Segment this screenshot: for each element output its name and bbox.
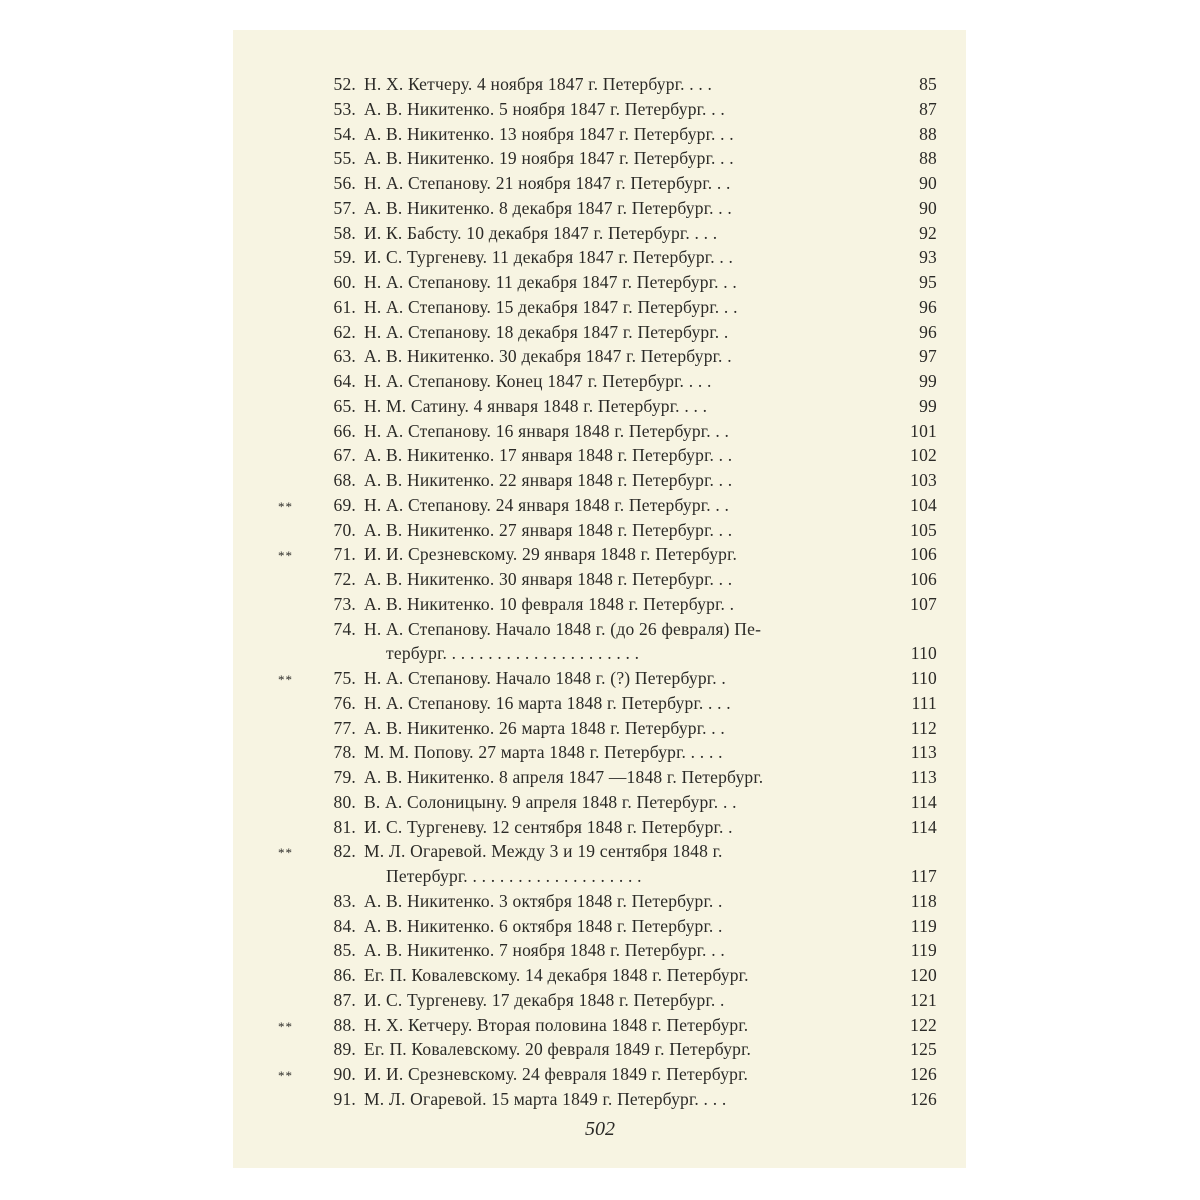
double-asterisk-marker: ** [278, 498, 293, 514]
entry-page-number: 114 [910, 791, 937, 812]
index-entry [278, 122, 943, 147]
entry-number: 69. [333, 494, 356, 515]
index-entry [278, 270, 943, 295]
entry-number: 70. [333, 519, 356, 540]
entry-title: Н. А. Степанову. 24 января 1848 г. Петербург. . . [364, 494, 730, 515]
index-entry [278, 344, 943, 369]
entry-title: А. В. Никитенко. 7 ноября 1848 г. Петербург. . . [364, 940, 725, 961]
entry-page-number: 106 [910, 544, 937, 565]
entry-number: 87. [333, 989, 356, 1010]
entry-title: тербург. . . . . . . . . . . . . . . . . . . . . . [386, 643, 640, 664]
entry-page-number: 119 [910, 940, 937, 961]
index-entry [278, 1087, 943, 1112]
entry-title: А. В. Никитенко. 6 октября 1848 г. Петербург. . [364, 915, 723, 936]
entry-number: 53. [333, 98, 356, 119]
entry-number: 64. [333, 371, 356, 391]
entry-page-number: 113 [910, 742, 937, 763]
index-entry [278, 1062, 943, 1087]
entry-title: А. В. Никитенко. 10 февраля 1848 г. Петербург. . [364, 593, 735, 614]
index-entry [278, 245, 943, 270]
entry-title: Н. А. Степанову. 11 декабря 1847 г. Петербург. . . [364, 272, 737, 292]
entry-page-number: 110 [910, 643, 937, 664]
entry-page-number: 101 [910, 420, 937, 441]
entry-number: 89. [333, 1039, 356, 1060]
entry-title: А. В. Никитенко. 27 января 1848 г. Петербург. . . [364, 519, 733, 540]
entry-title: В. А. Солоницыну. 9 апреля 1848 г. Петербург. . . [364, 791, 737, 812]
entry-number: 81. [333, 816, 356, 837]
index-entry [278, 221, 943, 246]
entry-title: Н. А. Степанову. 15 декабря 1847 г. Петербург. . . [364, 296, 738, 317]
entry-number: 91. [333, 1088, 356, 1109]
entry-number: 61. [333, 296, 356, 317]
entry-page-number: 126 [910, 1064, 937, 1084]
index-entry [278, 914, 943, 939]
entry-title: И. К. Бабсту. 10 декабря 1847 г. Петербург. . . . [364, 222, 718, 243]
entry-page-number: 92 [919, 222, 937, 243]
entry-number: 60. [333, 272, 356, 292]
index-entry [278, 146, 943, 171]
letters-index-list [278, 72, 943, 1112]
index-entry [278, 963, 943, 988]
entry-page-number: 112 [910, 717, 937, 738]
index-entry [278, 1013, 943, 1038]
entry-title: А. В. Никитенко. 3 октября 1848 г. Петербург. . [364, 890, 723, 911]
entry-number: 55. [333, 148, 356, 169]
entry-page-number: 103 [910, 470, 937, 490]
entry-number: 71. [333, 544, 356, 565]
entry-number: 88. [333, 1014, 356, 1035]
index-entry [278, 542, 943, 567]
entry-page-number: 90 [919, 173, 937, 193]
index-entry [278, 666, 943, 691]
entry-title: И. И. Срезневскому. 29 января 1848 г. Петербург. [364, 544, 738, 565]
entry-title: М. Л. Огаревой. 15 марта 1849 г. Петербург. . . . [364, 1088, 727, 1109]
entry-number: 86. [333, 965, 356, 985]
entry-title: Н. А. Степанову. 18 декабря 1847 г. Петербург. . [364, 321, 729, 342]
index-entry [278, 691, 943, 716]
entry-title: А. В. Никитенко. 30 декабря 1847 г. Петербург. . [364, 346, 732, 367]
index-entry [278, 97, 943, 122]
page-number: 502 [585, 1118, 615, 1140]
index-entry [278, 592, 943, 617]
entry-title: А. В. Никитенко. 8 апреля 1847 —1848 г. Петербург. [364, 767, 764, 787]
entry-title: Н. А. Степанову. Начало 1848 г. (?) Петербург. . [364, 668, 726, 688]
entry-page-number: 125 [910, 1039, 937, 1060]
entry-page-number: 104 [910, 494, 937, 515]
entry-page-number: 88 [919, 123, 937, 144]
entry-page-number: 111 [911, 692, 937, 713]
entry-title: Н. А. Степанову. 16 января 1848 г. Петербург. . . [364, 420, 730, 441]
index-entry [278, 938, 943, 963]
entry-page-number: 87 [919, 98, 937, 119]
entry-title: А. В. Никитенко. 30 января 1848 г. Петербург. . . [364, 569, 733, 589]
entry-page-number: 95 [919, 272, 937, 292]
entry-number: 75. [333, 668, 356, 688]
entry-number: 90. [333, 1064, 356, 1084]
index-entry [278, 716, 943, 741]
index-entry [278, 617, 943, 642]
entry-number: 63. [333, 346, 356, 367]
entry-title: Н. А. Степанову. 16 марта 1848 г. Петербург. . . . [364, 692, 731, 713]
double-asterisk-marker: ** [278, 1068, 293, 1083]
entry-title: Н. Х. Кетчеру. Вторая половина 1848 г. Петербург. [364, 1014, 749, 1035]
index-entry [278, 369, 943, 394]
index-entry [278, 567, 943, 592]
index-entry [278, 320, 943, 345]
index-entry [278, 171, 943, 196]
entry-number: 85. [333, 940, 356, 961]
entry-title: И. С. Тургеневу. 11 декабря 1847 г. Петербург. . . [364, 247, 734, 268]
entry-title: А. В. Никитенко. 8 декабря 1847 г. Петербург. . . [364, 197, 732, 218]
index-entry-continuation [278, 641, 943, 666]
entry-page-number: 106 [910, 569, 937, 589]
entry-page-number: 119 [910, 915, 937, 936]
entry-title: А. В. Никитенко. 17 января 1848 г. Петербург. . . [364, 445, 733, 466]
entry-title: Петербург. . . . . . . . . . . . . . . . . . . . [386, 866, 642, 886]
entry-number: 72. [333, 569, 356, 589]
entry-number: 52. [333, 74, 356, 94]
index-entry [278, 196, 943, 221]
entry-number: 80. [333, 791, 356, 812]
entry-title: А. В. Никитенко. 26 марта 1848 г. Петербург. . . [364, 717, 726, 738]
entry-number: 83. [333, 890, 356, 911]
entry-number: 54. [333, 123, 356, 144]
entry-number: 56. [333, 173, 356, 193]
entry-title: Н. А. Степанову. Конец 1847 г. Петербург. . . . [364, 371, 712, 391]
entry-number: 68. [333, 470, 356, 490]
index-entry [278, 815, 943, 840]
index-entry [278, 988, 943, 1013]
index-entry [278, 790, 943, 815]
entry-page-number: 113 [910, 767, 937, 787]
index-entry [278, 468, 943, 493]
index-entry [278, 1037, 943, 1062]
entry-number: 67. [333, 445, 356, 466]
entry-page-number: 99 [919, 395, 937, 416]
entry-title: А. В. Никитенко. 19 ноября 1847 г. Петербург. . . [364, 148, 734, 169]
entry-title: А. В. Никитенко. 22 января 1848 г. Петербург. . . [364, 470, 733, 490]
entry-page-number: 120 [910, 965, 937, 985]
entry-page-number: 118 [910, 890, 937, 911]
entry-page-number: 114 [910, 816, 937, 837]
entry-page-number: 126 [910, 1088, 937, 1109]
index-entry [278, 394, 943, 419]
entry-page-number: 99 [919, 371, 937, 391]
index-entry-continuation [278, 864, 943, 889]
entry-number: 73. [333, 593, 356, 614]
entry-page-number: 96 [919, 321, 937, 342]
entry-number: 66. [333, 420, 356, 441]
entry-title: И. С. Тургеневу. 12 сентября 1848 г. Петербург. . [364, 816, 733, 837]
entry-number: 79. [333, 767, 356, 787]
entry-page-number: 96 [919, 296, 937, 317]
index-entry [278, 765, 943, 790]
entry-number: 57. [333, 197, 356, 218]
index-entry [278, 443, 943, 468]
entry-page-number: 110 [910, 668, 937, 688]
entry-title: Ег. П. Ковалевскому. 14 декабря 1848 г. Петербург. [364, 965, 749, 985]
entry-page-number: 93 [919, 247, 937, 268]
entry-number: 59. [333, 247, 356, 268]
entry-number: 84. [333, 915, 356, 936]
double-asterisk-marker: ** [278, 672, 293, 687]
entry-number: 82. [333, 841, 356, 862]
index-entry [278, 889, 943, 914]
entry-title: Н. М. Сатину. 4 января 1848 г. Петербург. . . . [364, 395, 708, 416]
entry-number: 65. [333, 395, 356, 416]
entry-title: Н. А. Степанову. Начало 1848 г. (до 26 февраля) Пе- [364, 618, 762, 639]
entry-title: А. В. Никитенко. 13 ноября 1847 г. Петербург. . . [364, 123, 734, 144]
entry-title: Н. А. Степанову. 21 ноября 1847 г. Петербург. . . [364, 173, 731, 193]
index-entry [278, 740, 943, 765]
entry-page-number: 88 [919, 148, 937, 169]
double-asterisk-marker: ** [278, 1018, 293, 1034]
entry-page-number: 105 [910, 519, 937, 540]
entry-page-number: 85 [919, 74, 937, 94]
entry-number: 78. [333, 742, 356, 763]
entry-page-number: 90 [919, 197, 937, 218]
entry-number: 76. [333, 692, 356, 713]
entry-page-number: 102 [910, 445, 937, 466]
entry-title: Ег. П. Ковалевскому. 20 февраля 1849 г. Петербург. [364, 1039, 752, 1060]
entry-title: М. М. Попову. 27 марта 1848 г. Петербург. . . . . [364, 742, 723, 763]
index-entry [278, 518, 943, 543]
entry-title: И. И. Срезневскому. 24 февраля 1849 г. Петербург. [364, 1064, 749, 1084]
entry-page-number: 97 [919, 346, 937, 367]
entry-page-number: 107 [910, 593, 937, 614]
entry-page-number: 121 [910, 989, 937, 1010]
entry-number: 58. [333, 222, 356, 243]
entry-title: И. С. Тургеневу. 17 декабря 1848 г. Петербург. . [364, 989, 725, 1010]
index-entry [278, 419, 943, 444]
entry-title: Н. Х. Кетчеру. 4 ноября 1847 г. Петербург. . . . [364, 74, 713, 94]
index-entry [278, 295, 943, 320]
entry-number: 74. [333, 618, 356, 639]
entry-number: 62. [333, 321, 356, 342]
index-entry [278, 839, 943, 864]
entry-page-number: 117 [910, 866, 937, 886]
double-asterisk-marker: ** [278, 548, 293, 564]
index-entry [278, 72, 943, 97]
entry-number: 77. [333, 717, 356, 738]
entry-title: М. Л. Огаревой. Между 3 и 19 сентября 1848 г. [364, 841, 723, 862]
entry-page-number: 122 [910, 1014, 937, 1035]
double-asterisk-marker: ** [278, 845, 293, 861]
index-entry [278, 493, 943, 518]
entry-title: А. В. Никитенко. 5 ноября 1847 г. Петербург. . . [364, 98, 725, 119]
